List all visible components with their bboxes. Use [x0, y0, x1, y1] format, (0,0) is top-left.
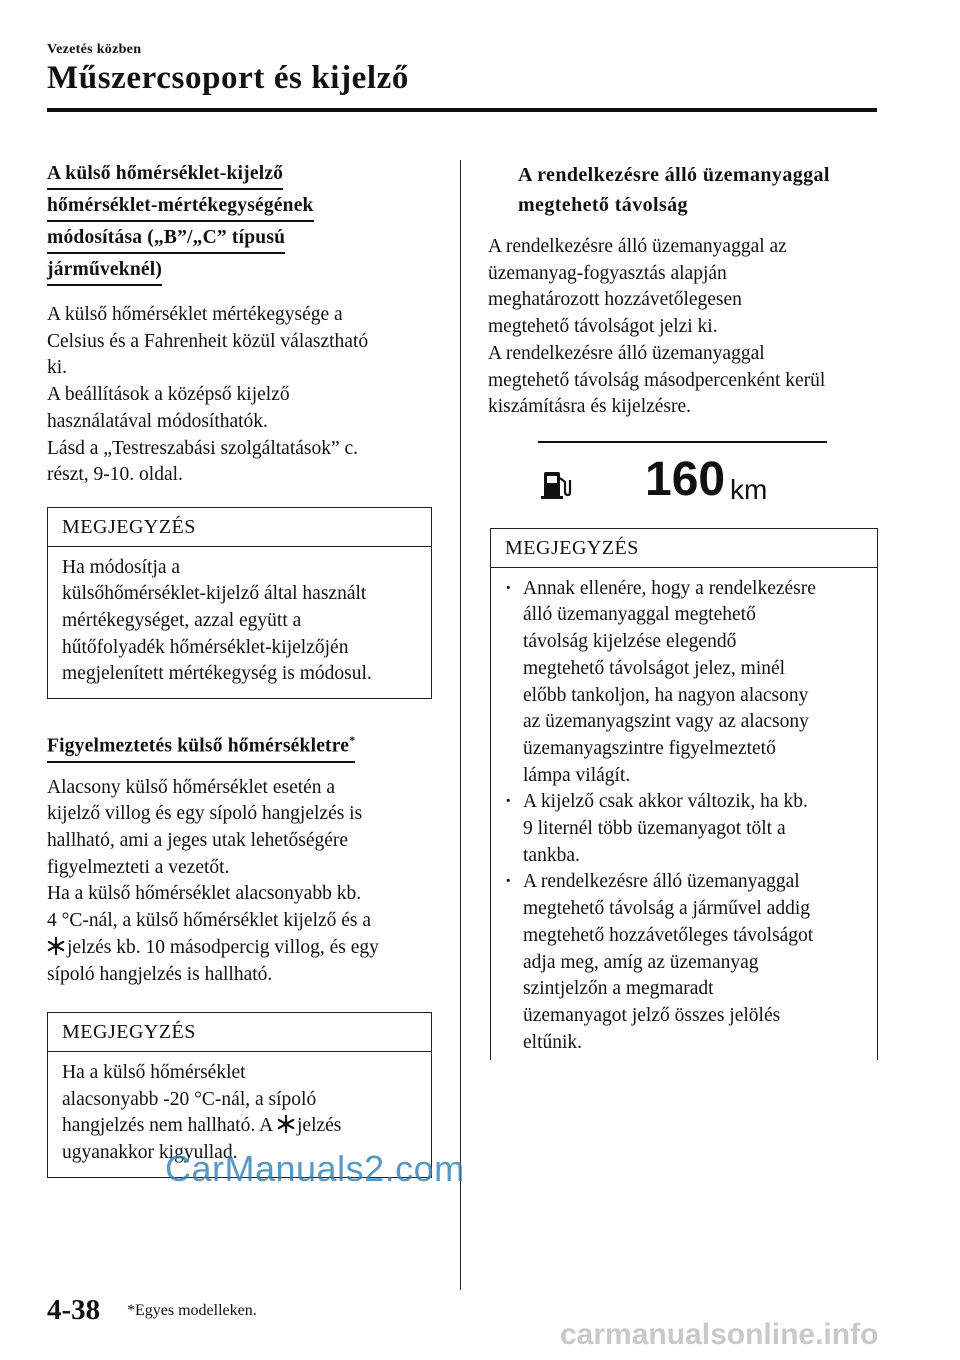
warning-paragraph: [47, 775, 432, 989]
text-line: A külső hőmérséklet mértékegysége a: [47, 304, 343, 325]
page-number: 4-38: [47, 1294, 101, 1326]
text-line: A rendelkezésre álló üzemanyaggal: [488, 342, 765, 364]
text-line: részt, 9-10. oldal.: [47, 464, 183, 486]
list-item: [505, 576, 863, 790]
text-line: A kijelző csak akkor változik, ha kb.: [523, 791, 808, 813]
site-watermark: carmanualsonline.info: [560, 1318, 879, 1351]
page-title: Műszercsoport és kijelző: [47, 60, 410, 96]
warning-heading-text: [47, 727, 355, 763]
text-line: előbb tankoljon, ha nagyon alacsony: [523, 684, 809, 706]
note-title: MEGJEGYZÉS: [48, 508, 431, 547]
text-line: ugyanakkor kigyullad.: [62, 1142, 238, 1164]
text-line: megtehető hozzávetőleges távolságot: [523, 924, 814, 946]
note-list: [491, 568, 877, 1061]
text-line: Alacsony külső hőmérséklet esetén a: [47, 776, 336, 798]
display-rule: [538, 441, 827, 443]
left-column: [47, 160, 432, 1178]
text-line: álló üzemanyaggal megtehető: [523, 604, 756, 626]
note-title: MEGJEGYZÉS: [491, 529, 877, 568]
text-line: tankba.: [523, 844, 580, 866]
text-line: A beállítások a középső kijelző: [47, 384, 290, 406]
right-column: [488, 160, 878, 421]
note-box-range: [490, 528, 878, 1060]
warning-heading-label: Figyelmeztetés külső hőmérsékletre: [47, 735, 350, 757]
text-line: megtehető távolság a járművel addig: [523, 898, 810, 920]
unit-heading: [47, 160, 432, 288]
text-line: sípoló hangjelzés is hallható.: [47, 963, 273, 985]
text-line: távolság kijelzése elegendő: [523, 631, 737, 653]
text-line: 4 °C-nál, a külső hőmérséklet kijelző és a: [47, 910, 372, 932]
warning-heading: [47, 727, 432, 765]
text-line: alacsonyabb -20 °C-nál, a sípoló: [62, 1088, 317, 1110]
list-item: [505, 869, 863, 1056]
column-divider: [460, 160, 461, 1290]
text-line: hangjelzés nem hallható. A: [62, 1115, 273, 1137]
unit-paragraph: [47, 302, 432, 489]
text-line: A rendelkezésre álló üzemanyaggal: [523, 871, 800, 893]
text-line: lámpa világít.: [523, 764, 631, 786]
footnote: *Egyes modelleken.: [127, 1302, 257, 1319]
range-unit: km: [730, 474, 768, 505]
text-line: jelzés kb. 10 másodpercig villog, és egy: [67, 936, 379, 958]
heading-line: megtehető távolság: [518, 194, 688, 216]
text-line: adja meg, amíg az üzemanyag: [523, 951, 759, 973]
range-value: 160: [645, 453, 726, 506]
unit-heading-line: módosítása („B”/„C” típusú: [47, 224, 285, 254]
range-paragraph: [488, 234, 878, 421]
note-box-unit: [47, 507, 432, 699]
text-line: Ha módosítja a: [62, 556, 181, 578]
text-line: üzemanyagszintre figyelmeztető: [523, 737, 776, 759]
range-heading: [488, 160, 878, 220]
text-line: hallható, ami a jeges utak lehetőségére: [47, 830, 349, 852]
list-item: [505, 789, 863, 869]
text-line: Annak ellenére, hogy a rendelkezésre: [523, 577, 816, 599]
text-line: jelzés: [297, 1115, 342, 1137]
watermark: CarManuals2.com: [165, 1148, 465, 1189]
text-line: külsőhőmérséklet-kijelző által használt: [62, 583, 367, 605]
note-body: [48, 547, 431, 699]
text-line: meghatározott hozzávetőlegesen: [488, 289, 742, 311]
text-line: használatával módosíthatók.: [47, 410, 268, 432]
footnote-mark: *: [349, 733, 356, 748]
text-line: megtehető távolságot jelzi ki.: [488, 316, 718, 338]
text-line: megtehető távolságot jelez, minél: [523, 657, 786, 679]
note-title: MEGJEGYZÉS: [48, 1013, 431, 1052]
heading-line: A rendelkezésre álló üzemanyaggal: [518, 164, 830, 186]
text-line: mértékegységet, azzal együtt a: [62, 610, 302, 632]
title-rule: [47, 108, 877, 112]
text-line: Ha a külső hőmérséklet alacsonyabb kb.: [47, 883, 362, 905]
text-line: kijelző villog és egy sípoló hangjelzés is: [47, 803, 363, 825]
text-line: üzemanyagot jelző összes jelölés: [523, 1004, 781, 1026]
text-line: Lásd a „Testreszabási szolgáltatások” c.: [47, 437, 359, 459]
text-line: ki.: [47, 357, 68, 379]
text-line: az üzemanyagszint vagy az alacsony: [523, 711, 809, 733]
text-line: 9 liternél több üzemanyagot tölt a: [523, 818, 786, 840]
fuel-pump-icon: [538, 466, 574, 502]
text-line: hűtőfolyadék hőmérséklet-kijelzőjén: [62, 636, 349, 658]
text-line: megtehető távolság másodpercenként kerül: [488, 369, 826, 391]
unit-heading-line: A külső hőmérséklet-kijelző: [47, 160, 283, 190]
unit-heading-line: hőmérséklet-mértékegységének: [47, 192, 314, 222]
text-line: Celsius és a Fahrenheit közül választható: [47, 330, 369, 352]
section-label: Vezetés közben: [47, 42, 142, 57]
text-line: kiszámításra és kijelzésre.: [488, 396, 692, 418]
snowflake-icon: [277, 1115, 295, 1133]
text-line: eltűnik.: [523, 1031, 583, 1053]
text-line: megjelenített mértékegység is módosul.: [62, 663, 372, 685]
text-line: üzemanyag-fogyasztás alapján: [488, 262, 727, 284]
unit-heading-line: járműveknél): [47, 256, 162, 286]
snowflake-icon: [47, 937, 65, 955]
text-line: A rendelkezésre álló üzemanyaggal az: [488, 236, 787, 257]
text-line: Ha a külső hőmérséklet: [62, 1061, 246, 1083]
text-line: figyelmezteti a vezetőt.: [47, 856, 230, 878]
text-line: szintjelzőn a megmaradt: [523, 978, 714, 1000]
